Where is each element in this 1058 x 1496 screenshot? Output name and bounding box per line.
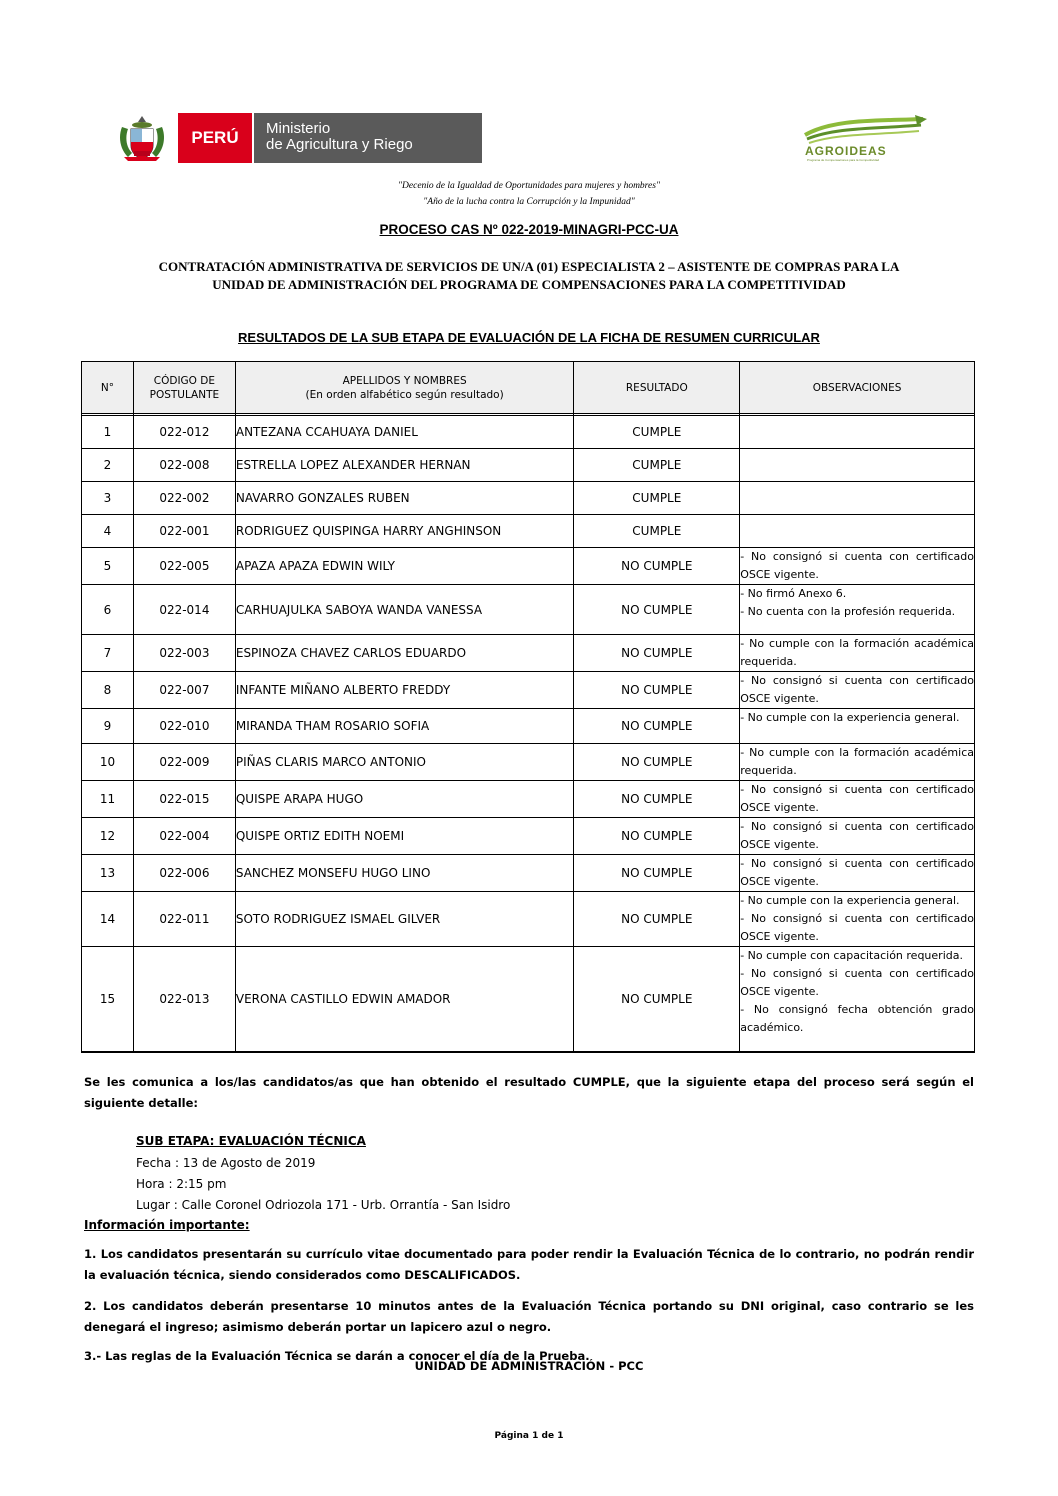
hora-line: Hora : 2:15 pm — [136, 1177, 227, 1191]
row-name: MIRANDA THAM ROSARIO SOFIA — [235, 709, 574, 744]
header-code — [133, 362, 235, 414]
row-number: 15 — [82, 947, 134, 1052]
row-number: 11 — [82, 781, 134, 818]
row-name: CARHUAJULKA SABOYA WANDA VANESSA — [235, 585, 574, 635]
decenio-line-1: "Decenio de la Igualdad de Oportunidades para mujeres y hombres" — [398, 181, 660, 191]
observation-item: - No consignó si cuenta con certificado OSCE vigente. — [740, 674, 974, 705]
row-result: NO CUMPLE — [574, 818, 740, 855]
row-code: 022-010 — [133, 709, 235, 744]
agroideas-label: AGROIDEAS — [805, 144, 887, 158]
row-observations — [740, 449, 975, 482]
row-result: CUMPLE — [574, 449, 740, 482]
fecha-line: Fecha : 13 de Agosto de 2019 — [136, 1156, 316, 1170]
coat-of-arms-icon — [116, 113, 168, 163]
header-code-line-2: POSTULANTE — [149, 388, 220, 401]
row-code: 022-002 — [133, 482, 235, 515]
row-result: CUMPLE — [574, 416, 740, 449]
peru-label: PERÚ — [178, 113, 252, 163]
row-code: 022-011 — [133, 892, 235, 947]
row-name: ESPINOZA CHAVEZ CARLOS EDUARDO — [235, 635, 574, 672]
row-number: 6 — [82, 585, 134, 635]
contratacion-title — [60, 258, 998, 294]
info-item-3: 3.- Las reglas de la Evaluación Técnica se darán a conocer el día de la Prueba. — [84, 1349, 590, 1363]
row-result: NO CUMPLE — [574, 892, 740, 947]
row-observations — [740, 416, 975, 449]
row-observations — [740, 672, 975, 709]
results-table — [81, 361, 975, 1053]
table-row — [82, 585, 975, 635]
row-code: 022-006 — [133, 855, 235, 892]
row-name: SANCHEZ MONSEFU HUGO LINO — [235, 855, 574, 892]
row-observations — [740, 892, 975, 947]
table-row — [82, 548, 975, 585]
row-name: SOTO RODRIGUEZ ISMAEL GILVER — [235, 892, 574, 947]
row-name: NAVARRO GONZALES RUBEN — [235, 482, 574, 515]
observation-item: - No consignó si cuenta con certificado OSCE vigente. — [740, 820, 974, 851]
row-number: 1 — [82, 416, 134, 449]
agroideas-subtitle: Programa de Compensaciones para la Competitividad — [807, 158, 880, 162]
table-row — [82, 709, 975, 744]
row-observations — [740, 548, 975, 585]
results-title: RESULTADOS DE LA SUB ETAPA DE EVALUACIÓN DE LA FICHA DE RESUMEN CURRICULAR — [238, 330, 820, 345]
row-number: 7 — [82, 635, 134, 672]
row-result: NO CUMPLE — [574, 855, 740, 892]
table-row — [82, 482, 975, 515]
row-code: 022-003 — [133, 635, 235, 672]
row-name: VERONA CASTILLO EDWIN AMADOR — [235, 947, 574, 1052]
row-code: 022-014 — [133, 585, 235, 635]
row-observations — [740, 585, 975, 635]
row-result: NO CUMPLE — [574, 947, 740, 1052]
table-header-row — [82, 362, 975, 414]
observation-item: - No cumple con la formación académica requerida. — [740, 637, 974, 668]
observation-item: - No cuenta con la profesión requerida. — [740, 605, 956, 618]
row-number: 8 — [82, 672, 134, 709]
row-code: 022-013 — [133, 947, 235, 1052]
info-item-2: 2. Los candidatos deberán presentarse 10 minutos antes de la Evaluación Técnica portando su DNI original, caso contrario se les denegará el ingreso; asimismo deberán portar un lapicero azul o negro. — [84, 1299, 974, 1334]
row-name: QUISPE ORTIZ EDITH NOEMI — [235, 818, 574, 855]
row-result: NO CUMPLE — [574, 781, 740, 818]
row-code: 022-009 — [133, 744, 235, 781]
table-row — [82, 672, 975, 709]
row-observations — [740, 635, 975, 672]
ministry-line-1: Ministerio — [266, 120, 331, 137]
table-row — [82, 635, 975, 672]
row-name: QUISPE ARAPA HUGO — [235, 781, 574, 818]
agroideas-logo — [803, 113, 931, 161]
row-result: NO CUMPLE — [574, 548, 740, 585]
table-row — [82, 818, 975, 855]
observation-item: - No firmó Anexo 6. — [740, 587, 847, 600]
row-number: 3 — [82, 482, 134, 515]
observation-item: - No cumple con la experiencia general. — [740, 894, 960, 907]
row-name: APAZA APAZA EDWIN WILY — [235, 548, 574, 585]
row-observations — [740, 709, 975, 744]
observation-item: - No consignó fecha obtención grado académico. — [740, 1003, 974, 1034]
row-observations — [740, 818, 975, 855]
row-observations — [740, 855, 975, 892]
row-code: 022-007 — [133, 672, 235, 709]
table-row — [82, 855, 975, 892]
observation-item: - No consignó si cuenta con certificado OSCE vigente. — [740, 783, 974, 814]
table-row — [82, 515, 975, 548]
row-result: CUMPLE — [574, 515, 740, 548]
row-code: 022-005 — [133, 548, 235, 585]
header-obs: OBSERVACIONES — [740, 362, 975, 414]
row-observations — [740, 744, 975, 781]
row-result: NO CUMPLE — [574, 744, 740, 781]
row-result: NO CUMPLE — [574, 709, 740, 744]
row-result: NO CUMPLE — [574, 585, 740, 635]
contratacion-line-2: UNIDAD DE ADMINISTRACIÓN DEL PROGRAMA DE COMPENSACIONES PARA LA COMPETITIVIDAD — [212, 277, 846, 292]
header-name-line-2: (En orden alfabético según resultado) — [305, 388, 504, 401]
row-number: 2 — [82, 449, 134, 482]
observation-item: - No cumple con la experiencia general. — [740, 711, 960, 724]
row-code: 022-015 — [133, 781, 235, 818]
row-observations — [740, 482, 975, 515]
observation-item: - No consignó si cuenta con certificado OSCE vigente. — [740, 550, 974, 581]
info-item-1: 1. Los candidatos presentarán su currículo vitae documentado para poder rendir la Evaluación Técnica de lo contrario, no podrán rendir la evaluación técnica, siendo considerados como DESCALIFICADOS. — [84, 1247, 974, 1282]
results-body — [82, 416, 975, 1052]
row-code: 022-012 — [133, 416, 235, 449]
header-name-line-1: APELLIDOS Y NOMBRES — [342, 374, 467, 387]
row-number: 13 — [82, 855, 134, 892]
notice-intro: Se les comunica a los/las candidatos/as que han obtenido el resultado CUMPLE, que la siguiente etapa del proceso será según el siguiente detalle: — [84, 1075, 974, 1110]
header-name — [235, 362, 574, 414]
row-code: 022-004 — [133, 818, 235, 855]
header-num: N° — [82, 362, 134, 414]
row-result: NO CUMPLE — [574, 672, 740, 709]
row-code: 022-001 — [133, 515, 235, 548]
row-number: 14 — [82, 892, 134, 947]
row-observations — [740, 781, 975, 818]
decenio-line-2: "Año de la lucha contra la Corrupción y la Impunidad" — [423, 197, 635, 207]
row-result: CUMPLE — [574, 482, 740, 515]
proceso-title: PROCESO CAS Nº 022-2019-MINAGRI-PCC-UA — [379, 222, 679, 237]
row-name: ESTRELLA LOPEZ ALEXANDER HERNAN — [235, 449, 574, 482]
sub-etapa-title: SUB ETAPA: EVALUACIÓN TÉCNICA — [136, 1134, 366, 1148]
ministry-line-2: de Agricultura y Riego — [266, 136, 413, 153]
agroideas-swoosh-icon — [803, 113, 931, 145]
row-result: NO CUMPLE — [574, 635, 740, 672]
page-number: Página 1 de 1 — [494, 1431, 564, 1441]
table-row — [82, 781, 975, 818]
row-number: 9 — [82, 709, 134, 744]
info-important-title: Información importante: — [84, 1218, 250, 1232]
row-name: PIÑAS CLARIS MARCO ANTONIO — [235, 744, 574, 781]
observation-item: - No consignó si cuenta con certificado OSCE vigente. — [740, 857, 974, 888]
row-name: ANTEZANA CCAHUAYA DANIEL — [235, 416, 574, 449]
table-row — [82, 449, 975, 482]
row-number: 4 — [82, 515, 134, 548]
row-name: RODRIGUEZ QUISPINGA HARRY ANGHINSON — [235, 515, 574, 548]
footer-unit: UNIDAD DE ADMINISTRACIÓN - PCC — [414, 1359, 644, 1373]
row-number: 12 — [82, 818, 134, 855]
row-code: 022-008 — [133, 449, 235, 482]
contratacion-line-1: CONTRATACIÓN ADMINISTRATIVA DE SERVICIOS DE UN/A (01) ESPECIALISTA 2 – ASISTENTE DE COMPRAS PARA LA — [158, 259, 900, 274]
header-result: RESULTADO — [574, 362, 740, 414]
row-observations — [740, 947, 975, 1052]
observation-item: - No cumple con la formación académica requerida. — [740, 746, 974, 777]
observation-item: - No consignó si cuenta con certificado OSCE vigente. — [740, 967, 974, 998]
table-row — [82, 744, 975, 781]
row-observations — [740, 515, 975, 548]
table-row — [82, 416, 975, 449]
ministry-logo — [116, 113, 482, 163]
ministry-name — [252, 113, 482, 163]
row-name: INFANTE MIÑANO ALBERTO FREDDY — [235, 672, 574, 709]
observation-item: - No cumple con capacitación requerida. — [740, 949, 963, 962]
header-code-line-1: CÓDIGO DE — [153, 374, 216, 387]
row-number: 10 — [82, 744, 134, 781]
row-number: 5 — [82, 548, 134, 585]
lugar-line: Lugar : Calle Coronel Odriozola 171 - Urb. Orrantía - San Isidro — [136, 1198, 511, 1212]
table-row — [82, 947, 975, 1052]
table-row — [82, 892, 975, 947]
observation-item: - No consignó si cuenta con certificado OSCE vigente. — [740, 912, 974, 943]
